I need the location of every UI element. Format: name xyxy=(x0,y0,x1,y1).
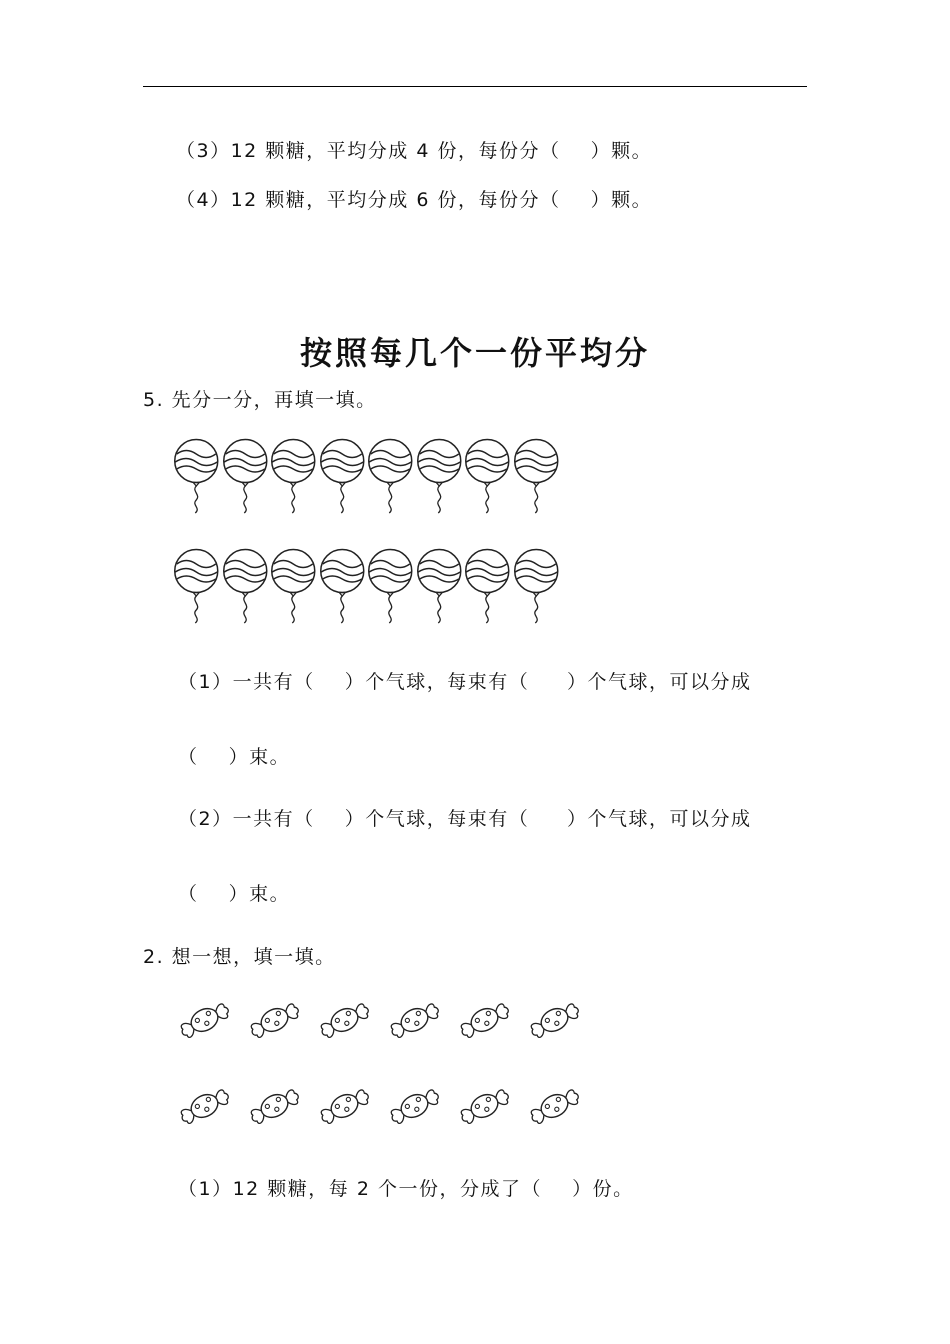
balloon-icon xyxy=(463,437,512,515)
candy-icon xyxy=(386,1083,443,1129)
balloon-icon xyxy=(318,547,367,625)
balloon-icon xyxy=(512,547,561,625)
balloon-row xyxy=(172,437,560,515)
balloon-icon xyxy=(269,437,318,515)
q5-item2-line1: （2）一共有（ ）个气球，每束有（ ）个气球，可以分成 xyxy=(178,808,752,830)
candy-icon xyxy=(456,997,513,1043)
q5-item2-line2: （ ）束。 xyxy=(178,883,291,905)
balloon-icon xyxy=(463,547,512,625)
balloon-icon xyxy=(172,547,221,625)
candy-icon xyxy=(176,997,233,1043)
header-rule xyxy=(143,86,807,87)
candy-icon xyxy=(316,997,373,1043)
balloon-icon xyxy=(415,547,464,625)
question-4: （4）12 颗糖，平均分成 6 份，每份分（ ）颗。 xyxy=(176,189,653,211)
candy-icon xyxy=(176,1083,233,1129)
balloon-icon xyxy=(366,437,415,515)
q5-heading: 5. 先分一分，再填一填。 xyxy=(143,389,377,411)
q2-item1: （1）12 颗糖，每 2 个一份，分成了（ ）份。 xyxy=(178,1178,634,1200)
candy-icon xyxy=(316,1083,373,1129)
candy-icon xyxy=(246,997,303,1043)
balloon-icon xyxy=(172,437,221,515)
question-3: （3）12 颗糖，平均分成 4 份，每份分（ ）颗。 xyxy=(176,140,653,162)
candy-row xyxy=(176,997,583,1043)
balloon-icon xyxy=(512,437,561,515)
q5-item1-line1: （1）一共有（ ）个气球，每束有（ ）个气球，可以分成 xyxy=(178,671,752,693)
balloon-icon xyxy=(269,547,318,625)
q5-item1-line2: （ ）束。 xyxy=(178,746,291,768)
candy-row xyxy=(176,1083,583,1129)
balloon-icon xyxy=(415,437,464,515)
balloon-row xyxy=(172,547,560,625)
candy-icon xyxy=(386,997,443,1043)
balloon-icon xyxy=(366,547,415,625)
balloon-icon xyxy=(221,547,270,625)
q2-heading: 2. 想一想，填一填。 xyxy=(143,946,336,968)
candy-icon xyxy=(526,997,583,1043)
candy-icon xyxy=(456,1083,513,1129)
candy-icon xyxy=(526,1083,583,1129)
section-title: 按照每几个一份平均分 xyxy=(299,334,650,372)
balloon-icon xyxy=(221,437,270,515)
balloon-icon xyxy=(318,437,367,515)
candy-icon xyxy=(246,1083,303,1129)
